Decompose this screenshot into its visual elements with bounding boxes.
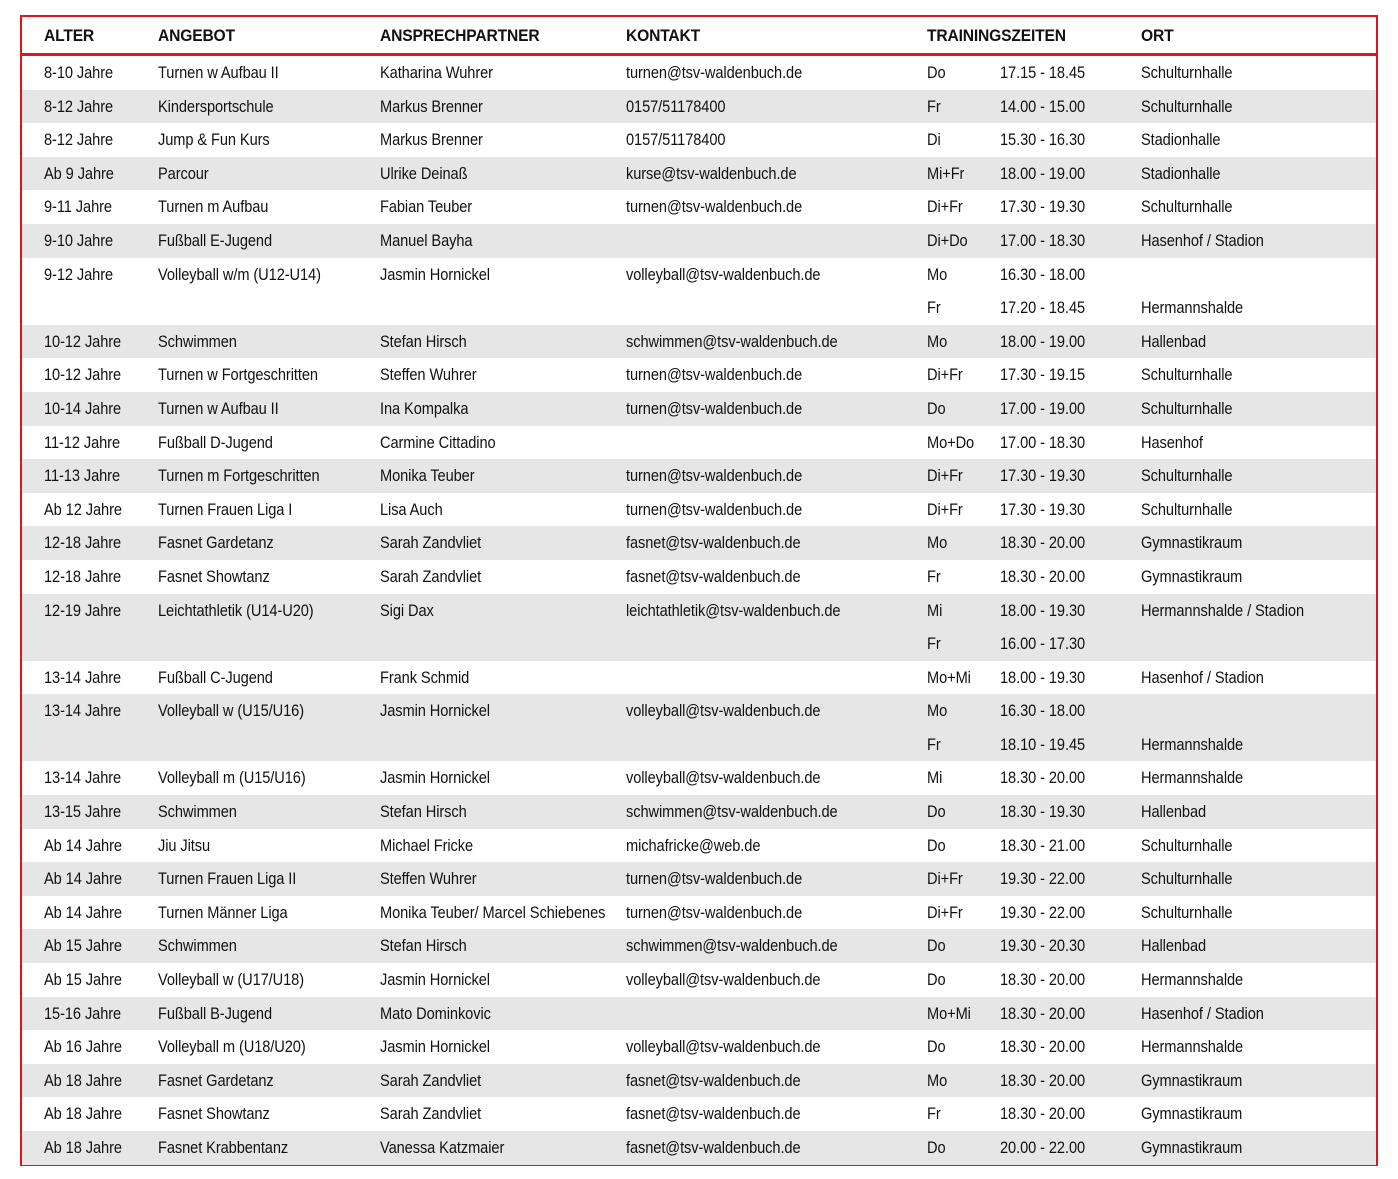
- row-line: [22, 997, 1376, 1031]
- cell-angebot: Turnen w Aufbau II: [158, 63, 279, 82]
- table-row: [22, 493, 1376, 527]
- cell-ansprechpartner: Lisa Auch: [380, 499, 443, 519]
- cell-alter: Ab 15 Jahre: [44, 970, 122, 990]
- cell-tag: Mo+Mi: [927, 1003, 971, 1023]
- cell-tag: Fr: [927, 1104, 941, 1124]
- cell-alter: 12-19 Jahre: [44, 600, 122, 620]
- cell-angebot: Turnen Frauen Liga II: [158, 869, 297, 889]
- cell-zeit: 16.00 - 17.30: [1000, 634, 1086, 654]
- cell-ort: Hallenbad: [1141, 331, 1207, 351]
- cell-zeit: 17.00 - 19.00: [1000, 398, 1086, 418]
- cell-angebot: Fasnet Showtanz: [158, 566, 270, 586]
- cell-ort: Hermannshalde: [1141, 1037, 1244, 1057]
- cell-kontakt[interactable]: fasnet@tsv-waldenbuch.de: [626, 1138, 801, 1157]
- cell-alter: 12-18 Jahre: [44, 566, 122, 586]
- header-angebot: ANGEBOT: [158, 26, 235, 45]
- cell-ansprechpartner: Mato Dominkovic: [380, 1003, 491, 1023]
- table-row: [22, 761, 1376, 795]
- cell-tag: Di+Fr: [927, 499, 963, 519]
- table-row: [22, 426, 1376, 460]
- cell-ort: Hallenbad: [1141, 802, 1207, 822]
- cell-alter: Ab 18 Jahre: [44, 1138, 122, 1157]
- cell-alter: 13-15 Jahre: [44, 802, 122, 822]
- row-line: [22, 157, 1376, 191]
- cell-tag: Fr: [927, 734, 941, 754]
- header-trainingszeiten: TRAININGSZEITEN: [927, 26, 1066, 45]
- cell-alter: 11-13 Jahre: [44, 466, 121, 486]
- cell-ort: Hermannshalde: [1141, 298, 1244, 318]
- cell-kontakt[interactable]: turnen@tsv-waldenbuch.de: [626, 499, 803, 519]
- cell-ort: Schulturnhalle: [1141, 365, 1233, 385]
- cell-alter: Ab 14 Jahre: [44, 902, 122, 922]
- header-ort: ORT: [1141, 26, 1174, 45]
- cell-zeit: 17.00 - 18.30: [1000, 230, 1086, 250]
- cell-tag: Mo+Do: [927, 432, 975, 452]
- cell-zeit: 17.15 - 18.45: [1000, 63, 1086, 82]
- cell-alter: 13-14 Jahre: [44, 667, 122, 687]
- cell-angebot: Fußball E-Jugend: [158, 230, 273, 250]
- cell-tag: Do: [927, 936, 946, 956]
- cell-alter: Ab 16 Jahre: [44, 1037, 122, 1057]
- cell-alter: Ab 15 Jahre: [44, 936, 122, 956]
- cell-angebot: Volleyball w/m (U12-U14): [158, 264, 321, 284]
- cell-alter: 9-10 Jahre: [44, 230, 114, 250]
- cell-ansprechpartner: Jasmin Hornickel: [380, 1037, 490, 1057]
- table-row: [22, 258, 1376, 325]
- row-line: [22, 594, 1376, 628]
- table-row: [22, 459, 1376, 493]
- cell-tag: Mi: [927, 768, 943, 788]
- cell-tag: Di+Fr: [927, 466, 963, 486]
- row-line: [22, 829, 1376, 863]
- cell-tag: Mo: [927, 701, 948, 721]
- cell-angebot: Fußball D-Jugend: [158, 432, 273, 452]
- cell-tag: Di+Fr: [927, 869, 963, 889]
- cell-zeit: 19.30 - 22.00: [1000, 902, 1086, 922]
- row-line: [22, 459, 1376, 493]
- cell-ansprechpartner: Sarah Zandvliet: [380, 533, 482, 553]
- table-row: [22, 560, 1376, 594]
- header-alter: ALTER: [44, 26, 95, 45]
- cell-ansprechpartner: Sigi Dax: [380, 600, 434, 620]
- table-row: [22, 661, 1376, 695]
- cell-ansprechpartner: Fabian Teuber: [380, 197, 473, 217]
- cell-angebot: Turnen m Aufbau: [158, 197, 269, 217]
- cell-zeit: 18.30 - 20.00: [1000, 1037, 1086, 1057]
- cell-kontakt[interactable]: volleyball@tsv-waldenbuch.de: [626, 701, 821, 721]
- cell-angebot: Volleyball w (U17/U18): [158, 970, 305, 990]
- cell-tag: Di+Fr: [927, 902, 963, 922]
- cell-angebot: Jump & Fun Kurs: [158, 130, 270, 150]
- cell-ansprechpartner: Michael Fricke: [380, 835, 474, 855]
- cell-zeit: 18.00 - 19.30: [1000, 600, 1086, 620]
- cell-ansprechpartner: Manuel Bayha: [380, 230, 473, 250]
- cell-alter: 8-12 Jahre: [44, 96, 114, 116]
- cell-ansprechpartner: Sarah Zandvliet: [380, 1104, 482, 1124]
- cell-alter: Ab 18 Jahre: [44, 1070, 122, 1090]
- cell-zeit: 17.30 - 19.15: [1000, 365, 1086, 385]
- cell-ort: Gymnastikraum: [1141, 533, 1243, 553]
- cell-kontakt[interactable]: leichtathletik@tsv-waldenbuch.de: [626, 600, 841, 620]
- header-kontakt: KONTAKT: [626, 26, 701, 45]
- row-line: [22, 1030, 1376, 1064]
- cell-angebot: Volleyball m (U15/U16): [158, 768, 306, 788]
- cell-angebot: Volleyball m (U18/U20): [158, 1037, 306, 1057]
- table-row: [22, 795, 1376, 829]
- cell-alter: 9-12 Jahre: [44, 264, 114, 284]
- cell-zeit: 16.30 - 18.00: [1000, 701, 1086, 721]
- cell-ansprechpartner: Stefan Hirsch: [380, 802, 467, 822]
- table-row: [22, 1030, 1376, 1064]
- cell-angebot: Fasnet Krabbentanz: [158, 1138, 289, 1157]
- cell-ort: Schulturnhalle: [1141, 197, 1233, 217]
- cell-tag: Do: [927, 63, 946, 82]
- cell-zeit: 18.30 - 19.30: [1000, 802, 1086, 822]
- cell-angebot: Fußball C-Jugend: [158, 667, 273, 687]
- cell-zeit: 18.30 - 20.00: [1000, 1104, 1086, 1124]
- cell-ort: Gymnastikraum: [1141, 566, 1243, 586]
- cell-kontakt[interactable]: schwimmen@tsv-waldenbuch.de: [626, 936, 838, 956]
- row-line-continued: [22, 291, 1376, 325]
- cell-tag: Do: [927, 970, 946, 990]
- cell-zeit: 20.00 - 22.00: [1000, 1138, 1086, 1157]
- cell-zeit: 18.30 - 20.00: [1000, 970, 1086, 990]
- schedule-table: [20, 15, 1378, 1166]
- cell-kontakt[interactable]: fasnet@tsv-waldenbuch.de: [626, 566, 801, 586]
- row-line: [22, 190, 1376, 224]
- cell-kontakt[interactable]: kurse@tsv-waldenbuch.de: [626, 163, 797, 183]
- cell-tag: Fr: [927, 634, 941, 654]
- table-row: [22, 829, 1376, 863]
- table-row: [22, 526, 1376, 560]
- cell-ort: Stadionhalle: [1141, 163, 1221, 183]
- cell-ansprechpartner: Frank Schmid: [380, 667, 470, 687]
- cell-alter: 8-12 Jahre: [44, 130, 114, 150]
- cell-ansprechpartner: Ulrike Deinaß: [380, 163, 468, 183]
- cell-ansprechpartner: Sarah Zandvliet: [380, 1070, 482, 1090]
- row-line: [22, 493, 1376, 527]
- cell-angebot: Turnen Frauen Liga I: [158, 499, 293, 519]
- cell-kontakt[interactable]: volleyball@tsv-waldenbuch.de: [626, 768, 821, 788]
- cell-zeit: 18.30 - 20.00: [1000, 1070, 1086, 1090]
- cell-tag: Do: [927, 802, 946, 822]
- cell-ort: Hallenbad: [1141, 936, 1207, 956]
- cell-alter: 13-14 Jahre: [44, 768, 122, 788]
- row-line: [22, 56, 1376, 90]
- cell-tag: Do: [927, 1037, 946, 1057]
- cell-ort: Gymnastikraum: [1141, 1138, 1243, 1157]
- cell-ort: Hasenhof / Stadion: [1141, 1003, 1264, 1023]
- cell-kontakt[interactable]: volleyball@tsv-waldenbuch.de: [626, 264, 821, 284]
- cell-ort: Schulturnhalle: [1141, 398, 1233, 418]
- header-ansprechpartner: ANSPRECHPARTNER: [380, 26, 540, 45]
- row-line: [22, 1097, 1376, 1131]
- cell-alter: 13-14 Jahre: [44, 701, 122, 721]
- table-row: [22, 56, 1376, 90]
- cell-tag: Di+Fr: [927, 197, 963, 217]
- cell-tag: Di+Do: [927, 230, 968, 250]
- cell-ort: Schulturnhalle: [1141, 902, 1233, 922]
- row-line: [22, 358, 1376, 392]
- table-body: [22, 56, 1376, 1165]
- cell-ansprechpartner: Monika Teuber: [380, 466, 475, 486]
- cell-kontakt[interactable]: turnen@tsv-waldenbuch.de: [626, 466, 803, 486]
- cell-tag: Mo: [927, 533, 948, 553]
- cell-angebot: Fasnet Showtanz: [158, 1104, 270, 1124]
- row-line: [22, 90, 1376, 124]
- cell-tag: Mo: [927, 264, 948, 284]
- cell-zeit: 17.20 - 18.45: [1000, 298, 1086, 318]
- cell-kontakt[interactable]: volleyball@tsv-waldenbuch.de: [626, 1037, 821, 1057]
- row-line: [22, 963, 1376, 997]
- cell-kontakt[interactable]: fasnet@tsv-waldenbuch.de: [626, 533, 801, 553]
- row-line: [22, 392, 1376, 426]
- cell-alter: Ab 14 Jahre: [44, 869, 122, 889]
- cell-ort: Gymnastikraum: [1141, 1104, 1243, 1124]
- cell-zeit: 18.30 - 20.00: [1000, 768, 1086, 788]
- table-row: [22, 929, 1376, 963]
- table-row: [22, 594, 1376, 661]
- row-line-continued: [22, 627, 1376, 661]
- cell-alter: 12-18 Jahre: [44, 533, 122, 553]
- cell-tag: Di+Fr: [927, 365, 963, 385]
- cell-ort: Schulturnhalle: [1141, 96, 1233, 116]
- cell-angebot: Kindersportschule: [158, 96, 274, 116]
- cell-zeit: 14.00 - 15.00: [1000, 96, 1086, 116]
- cell-zeit: 17.00 - 18.30: [1000, 432, 1086, 452]
- cell-tag: Mo: [927, 331, 948, 351]
- cell-angebot: Schwimmen: [158, 331, 237, 351]
- table-row: [22, 90, 1376, 124]
- cell-alter: Ab 18 Jahre: [44, 1104, 122, 1124]
- cell-ort: Schulturnhalle: [1141, 63, 1233, 82]
- cell-kontakt: 0157/51178400: [626, 96, 726, 116]
- cell-kontakt[interactable]: fasnet@tsv-waldenbuch.de: [626, 1104, 801, 1124]
- cell-ort: Hermannshalde: [1141, 970, 1244, 990]
- row-line: [22, 896, 1376, 930]
- row-line: [22, 123, 1376, 157]
- cell-zeit: 17.30 - 19.30: [1000, 466, 1086, 486]
- cell-angebot: Volleyball w (U15/U16): [158, 701, 305, 721]
- cell-zeit: 19.30 - 20.30: [1000, 936, 1086, 956]
- row-line: [22, 761, 1376, 795]
- table-row: [22, 1097, 1376, 1131]
- table-row: [22, 896, 1376, 930]
- cell-alter: 10-14 Jahre: [44, 398, 122, 418]
- row-line: [22, 929, 1376, 963]
- cell-ort: Hasenhof / Stadion: [1141, 230, 1264, 250]
- cell-ansprechpartner: Jasmin Hornickel: [380, 768, 490, 788]
- cell-tag: Do: [927, 835, 946, 855]
- cell-tag: Do: [927, 1138, 946, 1157]
- cell-zeit: 15.30 - 16.30: [1000, 130, 1086, 150]
- cell-zeit: 18.00 - 19.00: [1000, 331, 1086, 351]
- cell-alter: Ab 9 Jahre: [44, 163, 114, 183]
- cell-alter: Ab 14 Jahre: [44, 835, 122, 855]
- table-row: [22, 224, 1376, 258]
- table-row: [22, 694, 1376, 761]
- cell-tag: Mo: [927, 1070, 948, 1090]
- cell-angebot: Leichtathletik (U14-U20): [158, 600, 314, 620]
- table-row: [22, 325, 1376, 359]
- cell-tag: Fr: [927, 298, 941, 318]
- cell-ort: Schulturnhalle: [1141, 466, 1233, 486]
- cell-ansprechpartner: Sarah Zandvliet: [380, 566, 482, 586]
- cell-tag: Do: [927, 398, 946, 418]
- cell-angebot: Fasnet Gardetanz: [158, 533, 274, 553]
- cell-kontakt[interactable]: turnen@tsv-waldenbuch.de: [626, 63, 803, 82]
- cell-alter: 9-11 Jahre: [44, 197, 112, 217]
- row-line: [22, 325, 1376, 359]
- cell-ansprechpartner: Ina Kompalka: [380, 398, 469, 418]
- row-line: [22, 526, 1376, 560]
- row-line: [22, 694, 1376, 728]
- cell-zeit: 18.30 - 20.00: [1000, 566, 1086, 586]
- cell-alter: 15-16 Jahre: [44, 1003, 122, 1023]
- cell-zeit: 18.10 - 19.45: [1000, 734, 1086, 754]
- row-line: [22, 661, 1376, 695]
- row-line: [22, 224, 1376, 258]
- cell-kontakt: 0157/51178400: [626, 130, 726, 150]
- cell-kontakt[interactable]: turnen@tsv-waldenbuch.de: [626, 398, 803, 418]
- row-line-continued: [22, 728, 1376, 762]
- cell-zeit: 18.30 - 20.00: [1000, 1003, 1086, 1023]
- table-row: [22, 963, 1376, 997]
- row-line: [22, 258, 1376, 292]
- cell-ansprechpartner: Steffen Wuhrer: [380, 365, 477, 385]
- cell-kontakt[interactable]: turnen@tsv-waldenbuch.de: [626, 365, 803, 385]
- cell-ansprechpartner: Monika Teuber/ Marcel Schiebenes: [380, 902, 606, 922]
- cell-tag: Fr: [927, 96, 941, 116]
- cell-ansprechpartner: Carmine Cittadino: [380, 432, 496, 452]
- cell-angebot: Turnen w Fortgeschritten: [158, 365, 318, 385]
- cell-tag: Di: [927, 130, 941, 150]
- table-row: [22, 190, 1376, 224]
- cell-ort: Schulturnhalle: [1141, 869, 1233, 889]
- cell-kontakt[interactable]: michafricke@web.de: [626, 835, 761, 855]
- table-row: [22, 862, 1376, 896]
- cell-ort: Stadionhalle: [1141, 130, 1221, 150]
- cell-ort: Schulturnhalle: [1141, 499, 1233, 519]
- row-line: [22, 862, 1376, 896]
- cell-angebot: Jiu Jitsu: [158, 835, 211, 855]
- cell-angebot: Turnen m Fortgeschritten: [158, 466, 320, 486]
- cell-angebot: Fußball B-Jugend: [158, 1003, 273, 1023]
- cell-angebot: Schwimmen: [158, 936, 237, 956]
- cell-angebot: Turnen Männer Liga: [158, 902, 288, 922]
- table-row: [22, 1131, 1376, 1165]
- cell-ort: Hermannshalde: [1141, 734, 1244, 754]
- cell-ansprechpartner: Katharina Wuhrer: [380, 63, 493, 82]
- cell-ansprechpartner: Markus Brenner: [380, 96, 483, 116]
- cell-ansprechpartner: Stefan Hirsch: [380, 331, 467, 351]
- cell-ort: Hasenhof / Stadion: [1141, 667, 1264, 687]
- cell-zeit: 16.30 - 18.00: [1000, 264, 1086, 284]
- table-row: [22, 392, 1376, 426]
- cell-ansprechpartner: Jasmin Hornickel: [380, 970, 490, 990]
- cell-ort: Hermannshalde: [1141, 768, 1244, 788]
- row-line: [22, 560, 1376, 594]
- cell-ansprechpartner: Stefan Hirsch: [380, 936, 467, 956]
- cell-ansprechpartner: Vanessa Katzmaier: [380, 1138, 505, 1157]
- cell-tag: Mo+Mi: [927, 667, 971, 687]
- row-line: [22, 795, 1376, 829]
- cell-zeit: 17.30 - 19.30: [1000, 197, 1086, 217]
- table-row: [22, 358, 1376, 392]
- cell-zeit: 18.00 - 19.30: [1000, 667, 1086, 687]
- cell-ansprechpartner: Markus Brenner: [380, 130, 483, 150]
- cell-alter: 8-10 Jahre: [44, 63, 114, 82]
- row-line: [22, 1131, 1376, 1165]
- cell-kontakt[interactable]: turnen@tsv-waldenbuch.de: [626, 902, 803, 922]
- cell-zeit: 17.30 - 19.30: [1000, 499, 1086, 519]
- cell-kontakt[interactable]: turnen@tsv-waldenbuch.de: [626, 197, 803, 217]
- cell-alter: Ab 12 Jahre: [44, 499, 122, 519]
- cell-angebot: Schwimmen: [158, 802, 237, 822]
- cell-zeit: 18.30 - 20.00: [1000, 533, 1086, 553]
- cell-zeit: 19.30 - 22.00: [1000, 869, 1086, 889]
- cell-zeit: 18.00 - 19.00: [1000, 163, 1086, 183]
- table-row: [22, 997, 1376, 1031]
- row-line: [22, 1064, 1376, 1098]
- cell-zeit: 18.30 - 21.00: [1000, 835, 1086, 855]
- cell-ort: Hasenhof: [1141, 432, 1203, 452]
- cell-ort: Schulturnhalle: [1141, 835, 1233, 855]
- cell-alter: 10-12 Jahre: [44, 365, 122, 385]
- cell-kontakt[interactable]: turnen@tsv-waldenbuch.de: [626, 869, 803, 889]
- table-row: [22, 123, 1376, 157]
- row-line: [22, 426, 1376, 460]
- cell-ansprechpartner: Jasmin Hornickel: [380, 701, 490, 721]
- cell-kontakt[interactable]: fasnet@tsv-waldenbuch.de: [626, 1070, 801, 1090]
- cell-kontakt[interactable]: volleyball@tsv-waldenbuch.de: [626, 970, 821, 990]
- cell-ansprechpartner: Jasmin Hornickel: [380, 264, 490, 284]
- cell-angebot: Turnen w Aufbau II: [158, 398, 279, 418]
- table-row: [22, 157, 1376, 191]
- cell-ansprechpartner: Steffen Wuhrer: [380, 869, 477, 889]
- table-header: [22, 17, 1376, 56]
- cell-kontakt[interactable]: schwimmen@tsv-waldenbuch.de: [626, 331, 838, 351]
- cell-tag: Mi+Fr: [927, 163, 965, 183]
- cell-alter: 11-12 Jahre: [44, 432, 121, 452]
- cell-tag: Fr: [927, 566, 941, 586]
- cell-ort: Gymnastikraum: [1141, 1070, 1243, 1090]
- cell-angebot: Parcour: [158, 163, 209, 183]
- cell-tag: Mi: [927, 600, 943, 620]
- cell-alter: 10-12 Jahre: [44, 331, 122, 351]
- cell-kontakt[interactable]: schwimmen@tsv-waldenbuch.de: [626, 802, 838, 822]
- cell-angebot: Fasnet Gardetanz: [158, 1070, 274, 1090]
- cell-ort: Hermannshalde / Stadion: [1141, 600, 1305, 620]
- table-row: [22, 1064, 1376, 1098]
